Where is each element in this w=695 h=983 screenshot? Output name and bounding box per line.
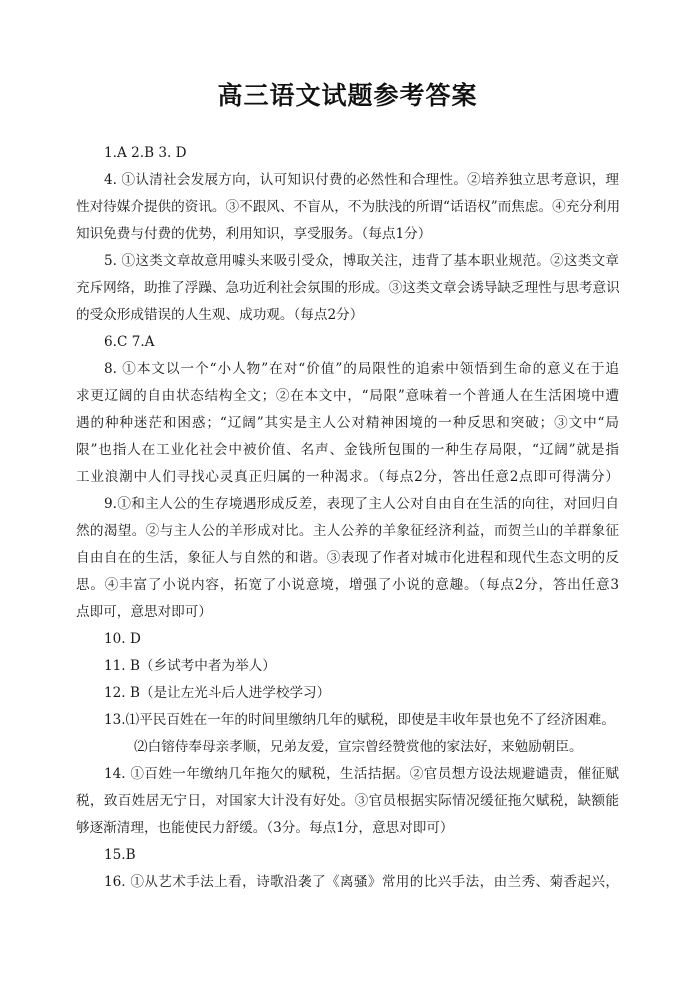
answer-line: 8. ①本文以一个“小人物”在对“价值”的局限性的追索中领悟到生命的意义在于追 [104,361,619,377]
answer-line: 11. B（乡试考中者为举人） [104,658,276,674]
answer-line: 够逐渐清理，也能使民力舒缓。（3分。每点1分，意思对即可） [76,820,454,836]
page-title: 高三语文试题参考答案 [217,81,478,110]
answer-line: 思。④丰富了小说内容，拓宽了小说意境，增强了小说的意趣。（每点2分，答出任意3 [76,577,619,593]
answer-line: 知识免费与付费的优势，利用知识，享受服务。（每点1分） [76,226,432,242]
answer-body [76,140,621,896]
answer-line: 12. B（是让左光斗后人进学校学习） [104,685,331,701]
answer-line: 15.B [104,847,136,863]
answer-line: 然的渴望。②与主人公的羊形成对比。主人公养的羊象征经济利益，而贺兰山的羊群象征 [76,523,619,539]
answer-line: 税，致百姓居无宁日，对国家大计没有好处。③官员根据实际情况缓征拖欠赋税，缺额能 [76,793,619,809]
answer-line: 10. D [104,631,141,647]
answer-line: 6.C 7.A [104,334,155,350]
answer-line: 的受众形成错误的人生观、成功观。（每点2分） [76,307,364,323]
answer-line: 遇的种种迷茫和困惑；“辽阔”其实是主人公对精神困境的一种反思和突破；③文中“局 [76,415,619,431]
answer-line: 求更辽阔的自由状态结构全文；②在本文中，“局限”意味着一个普通人在生活困境中遭 [76,388,619,404]
answer-line: 性对待媒介提供的资讯。③不跟风、不盲从，不为肤浅的所谓“话语权”而焦虑。④充分利用 [76,199,621,215]
answer-line: 4. ①认清社会发展方向，认可知识付费的必然性和合理性。②培养独立思考意识，理 [104,172,619,188]
answer-line: 限”也指人在工业化社会中被价值、名声、金钱所包围的一种生存局限，“辽阔”就是指 [76,442,619,458]
answer-line: ⑵白镕侍奉母亲孝顺，兄弟友爱，宣宗曾经赞赏他的家法好，来勉励朝臣。 [134,739,583,755]
answer-line: 点即可，意思对即可） [76,604,212,620]
answer-line: 自由自在的生活，象征人与自然的和谐。③表现了作者对城市化进程和现代生态文明的反 [76,550,619,566]
answer-line: 充斥网络，助推了浮躁、急功近利社会氛围的形成。③这类文章会诱导缺乏理性与思考意识 [76,280,620,296]
answer-line: 13.⑴平民百姓在一年的时间里缴纳几年的赋税，即使是丰收年景也免不了经济困难。 [104,712,615,728]
answer-line: 1.A 2.B 3. D [104,145,187,161]
answer-line: 5. ①这类文章故意用噱头来吸引受众，博取关注，违背了基本职业规范。②这类文章 [104,253,619,269]
answer-line: 9.①和主人公的生存境遇形成反差，表现了主人公对自由自在生活的向往，对回归自 [104,496,619,512]
answer-line: 工业浪潮中人们寻找心灵真正归属的一种渴求。（每点2分，答出任意2点即可得满分） [76,469,619,485]
answer-line: 16. ①从艺术手法上看，诗歌沿袭了《离骚》常用的比兴手法，由兰秀、菊香起兴， [104,874,619,890]
answer-line: 14. ①百姓一年缴纳几年拖欠的赋税，生活拮据。②官员想方设法规避谴责，催征赋 [104,766,619,782]
